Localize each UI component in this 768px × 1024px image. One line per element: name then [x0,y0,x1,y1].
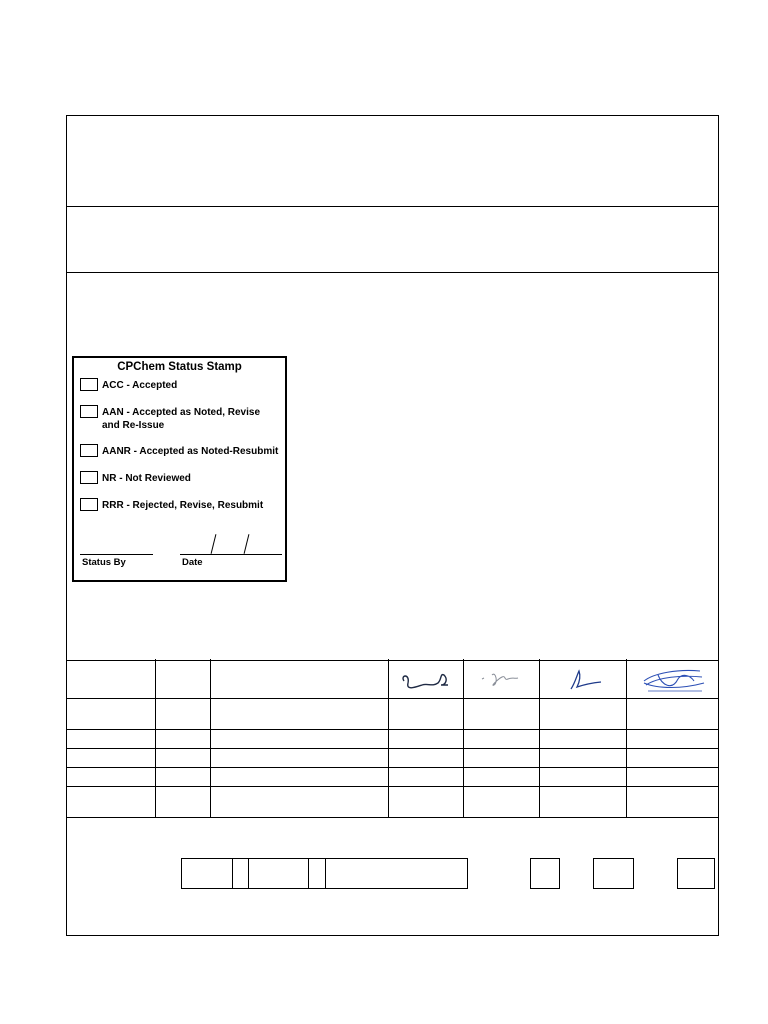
subheader-divider [67,272,718,273]
date-line[interactable] [180,554,282,555]
option-label-aanr: AANR - Accepted as Noted-Resubmit [102,446,279,457]
checkbox-rrr[interactable] [80,498,98,511]
option-label-aan: AAN - Accepted as Noted, Revise [102,407,261,418]
table-row-divider [66,698,719,699]
date-separator-2 [244,534,250,554]
signature-3 [561,661,611,697]
revision-table [66,659,719,817]
date-separator-1 [211,534,217,554]
signature-4 [638,661,710,697]
option-label-acc: ACC - Accepted [102,380,178,391]
table-row-divider [66,767,719,768]
footer-document-number-field[interactable] [181,858,468,889]
signature-1 [396,661,456,697]
footer-sheet-field[interactable] [530,858,560,889]
date-label: Date [182,557,203,568]
footer-divider [67,817,718,818]
footer-field-divider [308,859,309,888]
table-col-divider [539,659,540,817]
signature-2 [476,661,526,697]
table-col-divider [210,659,211,817]
option-label-rrr: RRR - Rejected, Revise, Resubmit [102,500,264,511]
footer-rev-field[interactable] [677,858,715,889]
table-row-divider [66,729,719,730]
stamp-title: CPChem Status Stamp [117,361,242,373]
option-label-aan-line2: and Re-Issue [102,420,165,431]
footer-field-divider [232,859,233,888]
table-col-divider [388,659,389,817]
table-row-divider [66,748,719,749]
table-col-divider [463,659,464,817]
status-by-label: Status By [82,557,126,568]
footer-field-divider [248,859,249,888]
checkbox-nr[interactable] [80,471,98,484]
status-by-line[interactable] [80,554,153,555]
table-row-divider [66,786,719,787]
checkbox-aanr[interactable] [80,444,98,457]
checkbox-aan[interactable] [80,405,98,418]
footer-of-field[interactable] [593,858,634,889]
status-stamp [72,356,287,582]
table-col-divider [155,659,156,817]
table-col-divider [626,659,627,817]
checkbox-acc[interactable] [80,378,98,391]
footer-field-divider [325,859,326,888]
option-label-nr: NR - Not Reviewed [102,473,191,484]
header-divider [67,206,718,207]
